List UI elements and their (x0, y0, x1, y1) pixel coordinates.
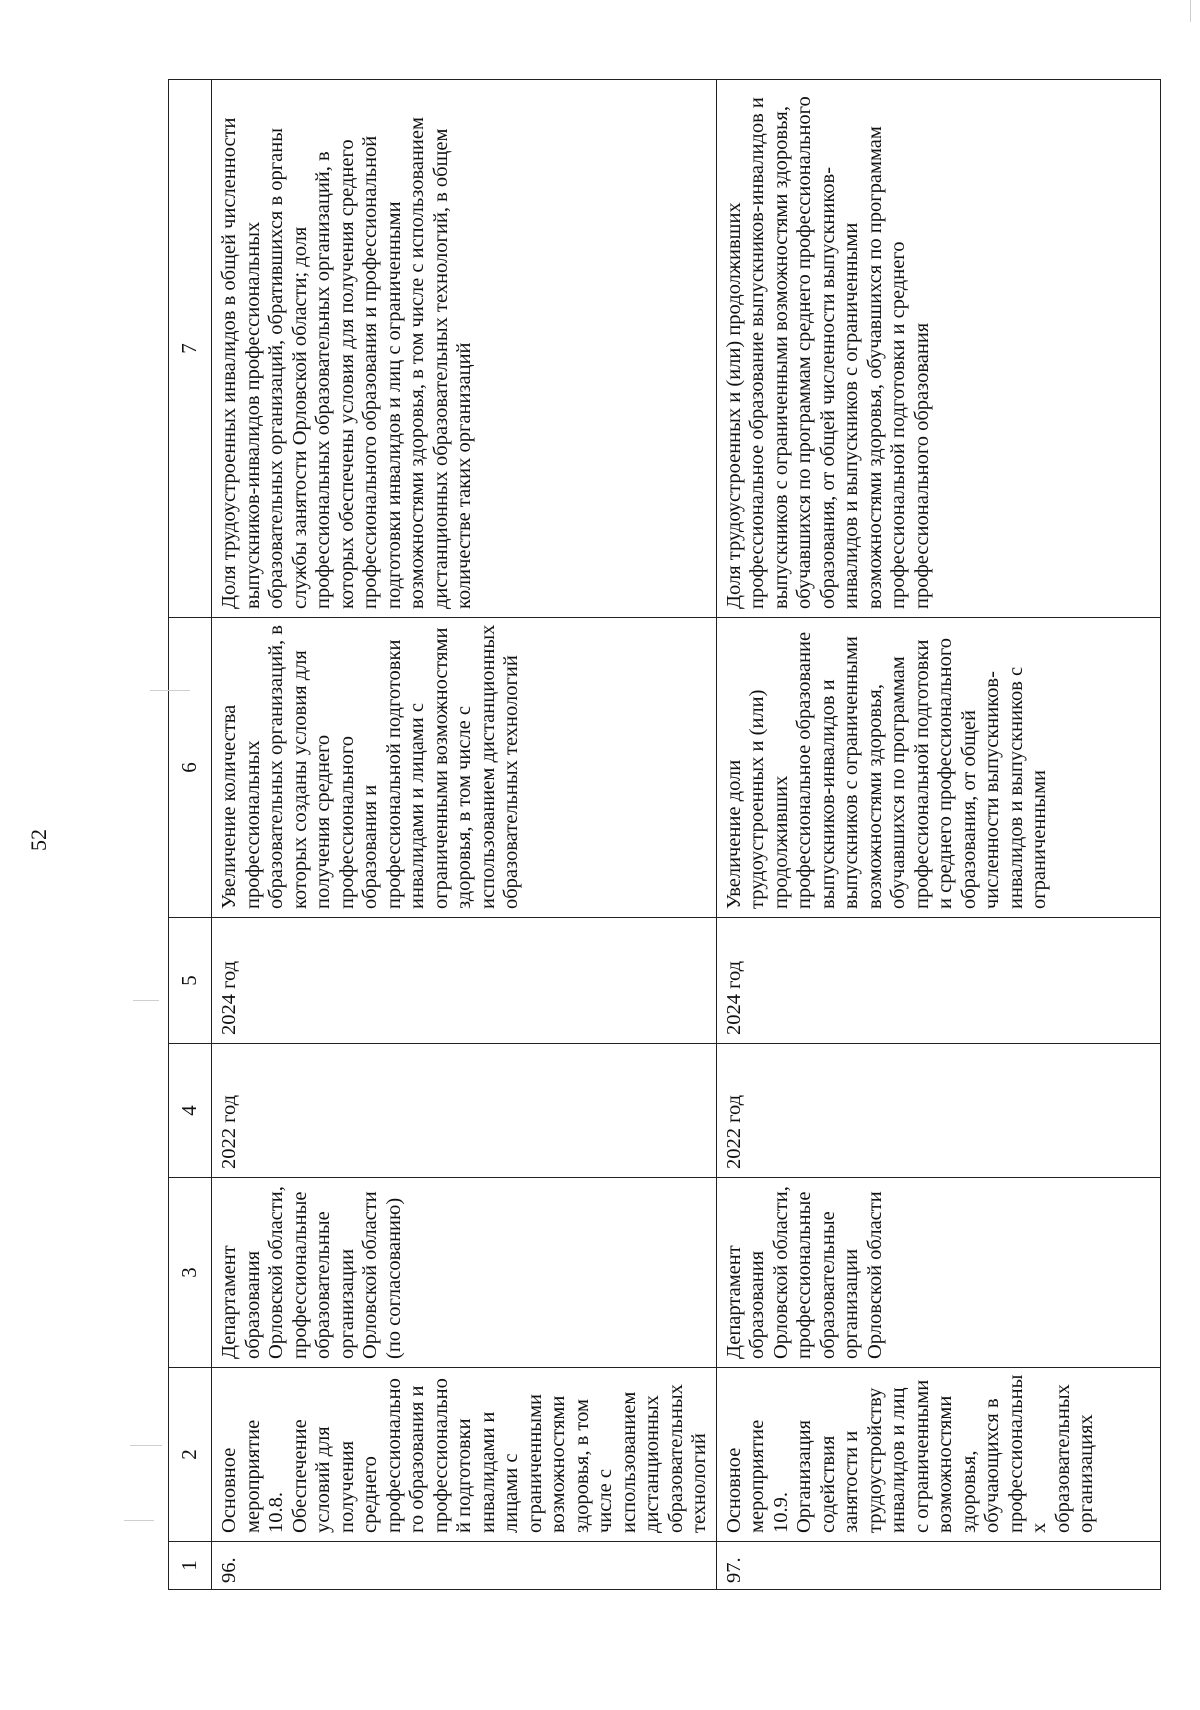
measures-table (168, 79, 1161, 1590)
header-col-1: 1 (169, 1542, 212, 1590)
event-cell: Основное мероприятие 10.8. Обеспечение условий для получения среднего профессионального образования и профессиональной подготовки инвалидами и лицами с ограниченными возможностями здоровья, в том числе с использованием дистанционных образовательных технологий (212, 1368, 717, 1542)
end-year-cell: 2024 год (212, 918, 717, 1044)
executor-cell: Департамент образования Орловской области, профессиональные образовательные организации Орловской области (по согласованию) (212, 1178, 717, 1368)
header-col-3: 3 (169, 1178, 212, 1368)
table-wrapper (168, 80, 1096, 1590)
indicator-cell: Доля трудоустроенных инвалидов в общей численности выпускников-инвалидов профессиональных образовательных организаций, обратившихся в органы службы занятости Орловской области; доля профессиональных образовательных организаций, в которых обеспечены условия для получения среднего профессионального образования и профессиональной подготовки инвалидов и лиц с ограниченными возможностями здоровья, в том числе с использованием дистанционных образовательных технологий, в общем количестве таких организаций (212, 80, 717, 618)
header-col-2: 2 (169, 1368, 212, 1542)
table-row (716, 80, 1160, 1590)
header-col-5: 5 (169, 918, 212, 1044)
scan-mark (124, 1520, 154, 1521)
event-cell: Основное мероприятие 10.9. Организация содействия занятости и трудоустройству инвалидов и лиц с ограниченными возможностями здоровья, обучающихся в профессиональных образовательных организациях (716, 1368, 1160, 1542)
scan-mark (130, 1445, 162, 1446)
scan-mark (150, 690, 190, 691)
start-year-cell: 2022 год (716, 1044, 1160, 1178)
header-col-4: 4 (169, 1044, 212, 1178)
indicator-cell: Доля трудоустроенных и (или) продолживших профессиональное образование выпускников-инвалидов и выпускников с ограниченными возможностями здоровья, обучавшихся по программам среднего профессионального образования, от общей численности выпускников-инвалидов и выпускников с ограниченными возможностями здоровья, обучавшихся по программам профессиональной подготовки и среднего профессионального образования (716, 80, 1160, 618)
end-year-cell: 2024 год (716, 918, 1160, 1044)
executor-cell: Департамент образования Орловской области, профессиональные образовательные организации Орловской области (716, 1178, 1160, 1368)
row-number: 97. (716, 1542, 1160, 1590)
row-number: 96. (212, 1542, 717, 1590)
table-row (212, 80, 717, 1590)
start-year-cell: 2022 год (212, 1044, 717, 1178)
header-col-6: 6 (169, 618, 212, 918)
scan-mark (133, 1000, 159, 1001)
header-col-7: 7 (169, 80, 212, 618)
page-number: 52 (26, 829, 51, 851)
result-cell: Увеличение количества профессиональных образовательных организаций, в которых созданы условия для получения среднего профессионального образования и профессиональной подготовки инвалидами и лицами с ограниченными возможностями здоровья, в том числе с использованием дистанционных образовательных технологий (212, 618, 717, 918)
scan-mark (1190, 0, 1191, 22)
result-cell: Увеличение доли трудоустроенных и (или) продолживших профессиональное образование выпускников-инвалидов и выпускников с ограниченными возможностями здоровья, обучавшихся по программам профессиональной подготовки и среднего профессионального образования, от общей численности выпускников-инвалидов и выпускников с ограниченными (716, 618, 1160, 918)
header-row (169, 80, 212, 1590)
